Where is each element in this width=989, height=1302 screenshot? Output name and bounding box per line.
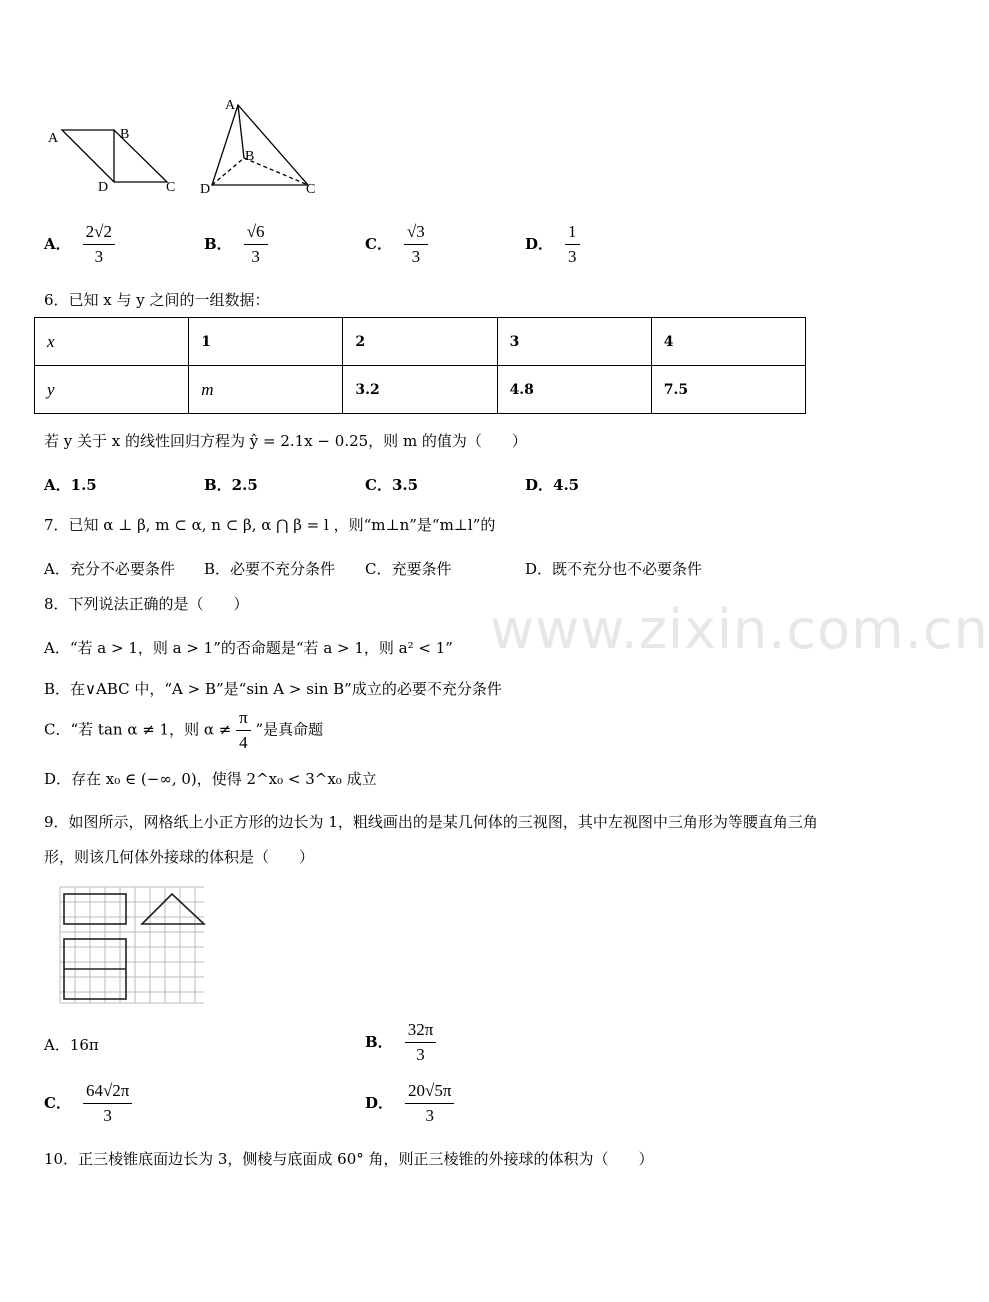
figure-fold [40,95,330,205]
q6-option-b: B．2.5 [204,476,258,494]
q8-option-d: D．存在 x₀ ∈ (−∞, 0)，使得 2^x₀ < 3^x₀ 成立 [44,770,377,788]
fraction: $\frac{32\pi}{3}$ [405,1020,437,1065]
q6-option-a: A．1.5 [44,476,97,494]
q7-option-a: A．充分不必要条件 [44,560,175,578]
q6-option-d: D．4.5 [525,476,580,494]
table-cell: 2 [343,318,497,366]
q6-option-c: C．3.5 [365,476,419,494]
q9-stem-line1: 9．如图所示，网格纸上小正方形的边长为 1，粗线画出的是某几何体的三视图，其中左视图中三角形为等腰直角三角 [44,813,818,831]
fraction: $\frac{1}{3}$ [565,222,580,267]
q9-stem-line2: 形，则该几何体外接球的体积是（ ） [44,848,315,866]
table-cell: 3.2 [343,366,497,414]
q5-option-c [365,222,428,267]
q9-option-c [44,1081,132,1126]
option-label: C． [44,1093,71,1112]
q7-option-c: C．充要条件 [365,560,452,578]
vertex-b-right: B [245,149,255,164]
fraction: $\frac{√6}{3}$ [244,222,268,267]
fraction: $\frac{\pi}{4}$ [236,708,251,753]
three-view-grid-figure [58,885,210,1007]
table-row [35,366,806,414]
q8-option-c [44,708,323,753]
q9-option-d [365,1081,454,1126]
fraction: $\frac{64√2\pi}{3}$ [83,1081,132,1126]
table-cell: y [35,366,189,414]
q6-question: 若 y 关于 x 的线性回归方程为 ŷ = 2.1x − 0.25，则 m 的值为（ ） [44,432,527,450]
q5-option-a [44,222,115,267]
option-text: C．“若 tan α ≠ 1，则 α ≠ [44,720,232,739]
table-cell: 4 [651,318,805,366]
fraction: $\frac{√3}{3}$ [404,222,428,267]
option-label: C． [365,234,392,253]
option-label: B． [365,1032,393,1051]
vertex-c-right: C [306,182,316,197]
vertex-a-right: A [225,98,236,113]
q10-stem: 10．正三棱锥底面边长为 3，侧棱与底面成 60° 角，则正三棱锥的外接球的体积为（ ） [44,1150,654,1168]
q5-option-d [525,222,580,267]
q7-option-b: B．必要不充分条件 [204,560,336,578]
q6-data-table [34,317,806,414]
table-cell: 1 [189,318,343,366]
table-cell: m [189,366,343,414]
vertex-c-left: C [166,180,176,195]
fraction: $\frac{2√2}{3}$ [83,222,115,267]
table-row [35,318,806,366]
q6-stem: 6．已知 x 与 y 之间的一组数据： [44,291,270,309]
q5-option-b [204,222,268,267]
vertex-a-left: A [48,131,59,146]
q8-stem: 8．下列说法正确的是（ ） [44,595,249,613]
option-label: D． [365,1093,394,1112]
table-cell: 3 [497,318,651,366]
option-label: A． [44,234,71,253]
table-cell: 4.8 [497,366,651,414]
q8-option-a: A．“若 a > 1，则 a > 1”的否命题是“若 a > 1，则 a² < 1” [44,639,453,657]
q8-option-b: B．在∨ABC 中，“A > B”是“sin A > sin B”成立的必要不充分条件 [44,680,502,698]
option-label: B． [204,234,232,253]
vertex-d-left: D [98,180,109,195]
option-label: D． [525,234,554,253]
fraction: $\frac{20√5\pi}{3}$ [405,1081,454,1126]
watermark: www.zixin.com.cn [490,598,989,661]
option-text: ”是真命题 [255,720,324,739]
vertex-d-right: D [200,182,211,197]
q7-option-d: D．既不充分也不必要条件 [525,560,703,578]
table-cell: 7.5 [651,366,805,414]
q9-option-a: A．16π [44,1036,99,1054]
vertex-b-left: B [120,127,130,142]
q7-stem: 7．已知 α ⊥ β, m ⊂ α, n ⊂ β, α ⋂ β = l ，则“m⊥n”是“m⊥l”的 [44,516,496,534]
q9-option-b [365,1020,436,1065]
table-cell: x [35,318,189,366]
